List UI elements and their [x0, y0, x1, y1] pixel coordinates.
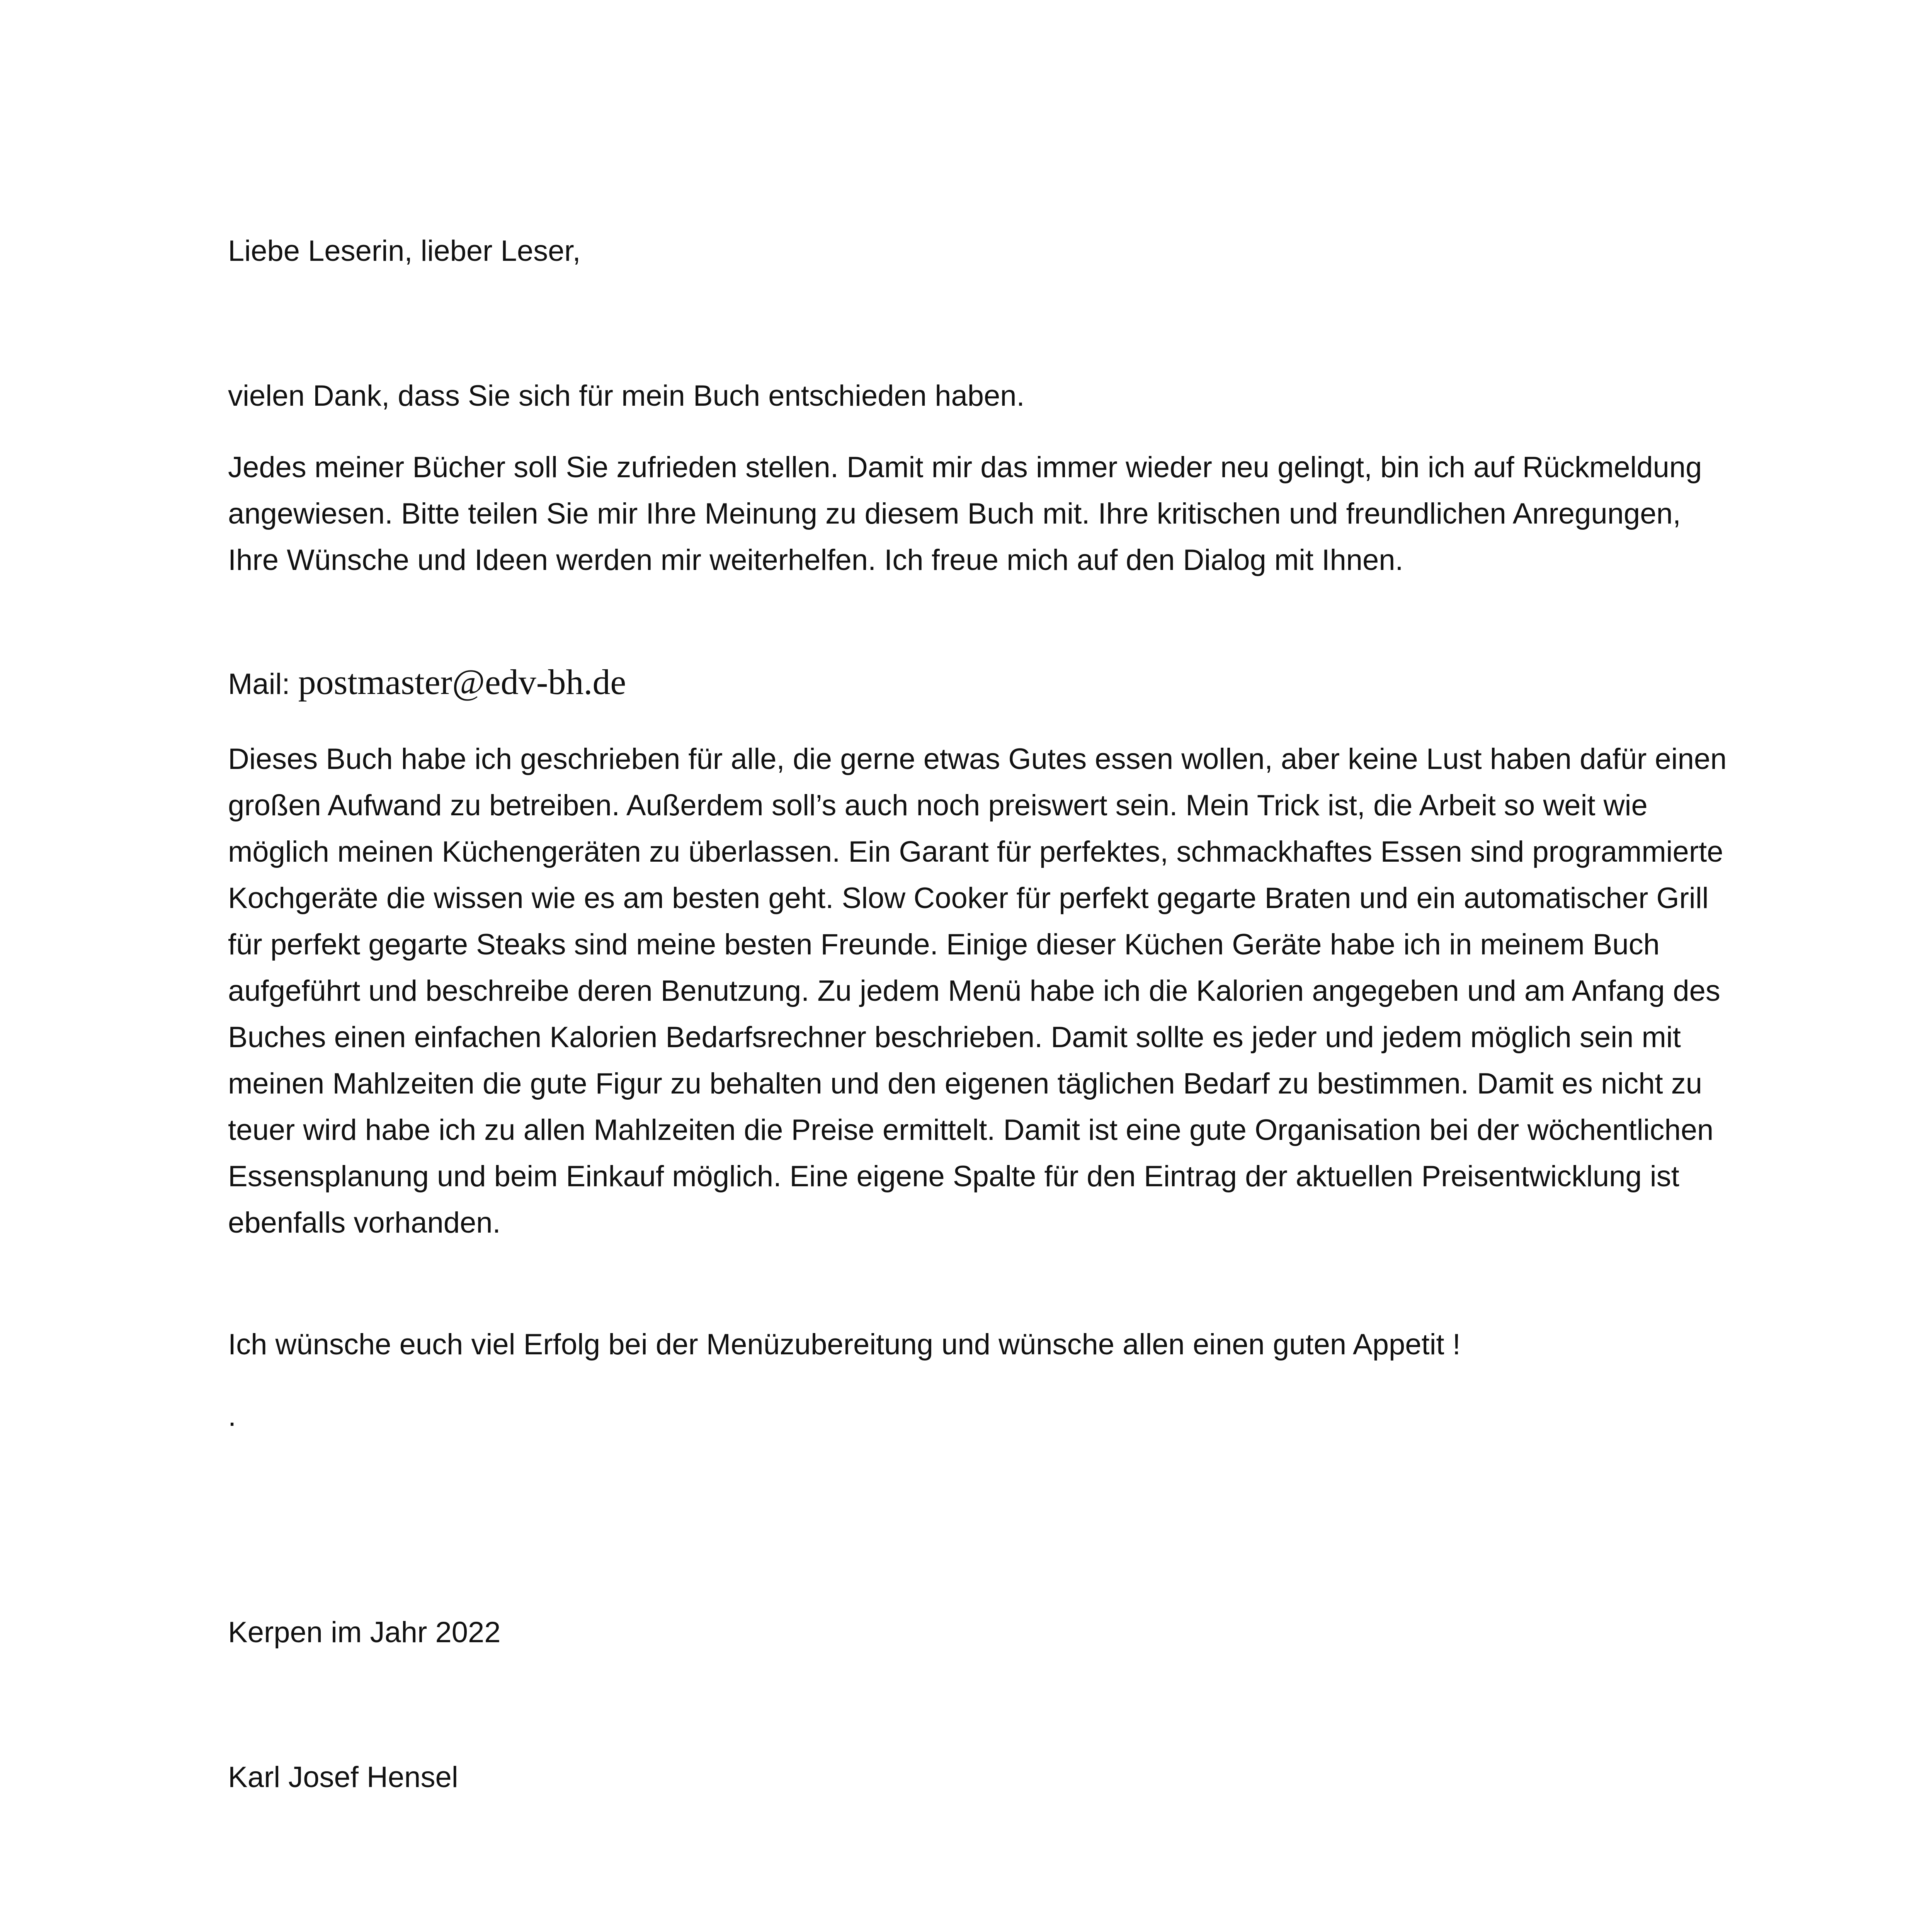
mail-line	[228, 659, 1727, 707]
salutation: Liebe Leserin, lieber Leser,	[228, 235, 581, 267]
place-and-date: Kerpen im Jahr 2022	[228, 1616, 501, 1649]
author-signature: Karl Josef Hensel	[228, 1761, 458, 1794]
feedback-paragraph: Jedes meiner Bücher soll Sie zufrieden stellen. Damit mir das immer wieder neu gelingt, bin ich auf Rückmeldung angewiesen. Bitte teilen Sie mir Ihre Meinung zu diesem Buch mit. Ihre kritischen und freundlichen Anregungen, Ihre Wünsche und Ideen werden mir weiterhelfen. Ich freue mich auf den Dialog mit Ihnen.	[228, 451, 1702, 577]
mail-label: Mail:	[228, 668, 298, 701]
thanks-paragraph: vielen Dank, dass Sie sich für mein Buch entschieden haben.	[228, 379, 1025, 412]
closing-wish-paragraph: Ich wünsche euch viel Erfolg bei der Menüzubereitung und wünsche allen einen guten Appetit !	[228, 1328, 1461, 1361]
separator-dot: .	[228, 1400, 236, 1432]
book-description-paragraph: Dieses Buch habe ich geschrieben für alle, die gerne etwas Gutes essen wollen, aber keine Lust haben dafür einen großen Aufwand zu betreiben. Außerdem soll’s auch noch preiswert sein. Mein Trick ist, die Arbeit so weit wie möglich meinen Küchengeräten zu überlassen. Ein Garant für perfektes, schmackhaftes Essen sind programmierte Kochgeräte die wissen wie es am besten geht. Slow Cooker für perfekt gegarte Braten und ein automatischer Grill für perfekt gegarte Steaks sind meine besten Freunde. Einige dieser Küchen Geräte habe ich in meinem Buch aufgeführt und beschreibe deren Benutzung. Zu jedem Menü habe ich die Kalorien angegeben und am Anfang des Buches einen einfachen Kalorien Bedarfsrechner beschrieben. Damit sollte es jeder und jedem möglich sein mit meinen Mahlzeiten die gute Figur zu behalten und den eigenen täglichen Bedarf zu bestimmen. Damit es nicht zu teuer wird habe ich zu allen Mahlzeiten die Preise ermittelt. Damit ist eine gute Organisation bei der wöchentlichen Essensplanung und beim Einkauf möglich. Eine eigene Spalte für den Eintrag der aktuellen Preisentwicklung ist ebenfalls vorhanden.	[228, 743, 1727, 1239]
mail-address: postmaster@edv-bh.de	[298, 662, 626, 702]
